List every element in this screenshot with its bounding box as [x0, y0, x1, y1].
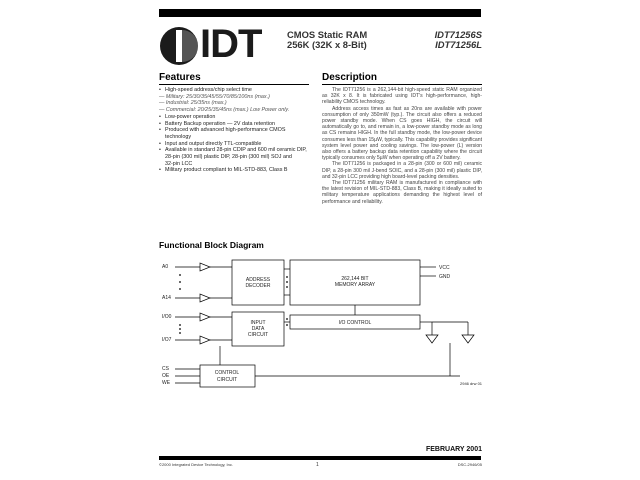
- description-title: Description: [322, 72, 378, 83]
- features-rule: [159, 84, 309, 85]
- page-number: 1: [316, 462, 319, 468]
- description-paragraph: The IDT71256 military RAM is manufactured in compliance with the latest revision of MIL-STD-883, Class B, making it ideally suited to military temperature applications demanding the highest level of performance and reliability.: [322, 180, 482, 205]
- label-control-1: CONTROL: [214, 370, 240, 376]
- label-cs: CS: [162, 366, 169, 372]
- copyright: ©2000 Integrated Device Technology, Inc.: [159, 462, 233, 467]
- description-rule: [322, 84, 482, 85]
- label-array-1: 262,144 BIT: [341, 276, 369, 282]
- feature-item: 28-pin (300 mil) plastic DIP, 28-pin (300 mil) SOJ and: [165, 154, 292, 161]
- description-paragraph: The IDT71256 is a 262,144-bit high-speed static RAM organized as 32K x 8. It is fabricated using IDT's high-performance, high-reliability CMOS technology.: [322, 87, 482, 106]
- bullet-icon: •: [159, 140, 161, 147]
- description-body: [322, 87, 482, 205]
- feature-item: — Commercial: 20/25/35/45ns (max.) Low Power only.: [159, 107, 290, 114]
- footer-date: FEBRUARY 2001: [425, 446, 482, 453]
- label-input-3: CIRCUIT: [247, 332, 269, 338]
- bullet-icon: •: [159, 113, 161, 120]
- label-drw: 2946 drw 01: [460, 381, 483, 386]
- feature-item: 32-pin LCC: [165, 160, 193, 167]
- feature-item: — Industrial: 25/35ns (max.): [159, 100, 227, 107]
- feature-item: — Military: 25/30/35/45/55/70/85/100ns (max.): [159, 93, 270, 100]
- description-paragraph: Address access times as fast as 20ns are available with power consumption of only 350mW (typ.). The circuit also offers a reduced power standby mode. When CS goes HIGH, the circuit will automatically go to, and remain in, a low-power standby mode as long as CS remains HIGH. In the full standby mode, the low-power device consumes less than 15µW, typically. This capability provides significant system level power and cooling savings. The low-power (L) version also offers a battery backup data retention capability where the circuit typically consumes only 5µW when operating off a 2V battery.: [322, 105, 482, 162]
- label-io-control: I/O CONTROL: [338, 320, 372, 326]
- brand-name: IDT: [200, 22, 262, 66]
- label-array-2: MEMORY ARRAY: [334, 282, 376, 288]
- feature-item: • Available in standard 28-pin CDIP and 600 mil ceramic DIP,: [159, 147, 307, 154]
- label-io0: I/O0: [162, 314, 172, 320]
- footer-bar: [159, 456, 481, 460]
- doc-number: DSC-2946/05: [457, 462, 482, 467]
- label-a0: A0: [162, 264, 169, 270]
- header-bar: [159, 9, 481, 17]
- label-io7: I/O7: [162, 337, 172, 343]
- part-number-2: IDT71256L: [435, 39, 482, 50]
- part-number-1: IDT71256S: [434, 29, 482, 40]
- label-oe: OE: [162, 373, 170, 379]
- features-title: Features: [159, 72, 201, 83]
- label-vcc: VCC: [439, 265, 450, 271]
- label-we: WE: [162, 380, 171, 386]
- fbd-title: Functional Block Diagram: [159, 240, 264, 250]
- feature-item: • Produced with advanced high-performance CMOS: [159, 127, 286, 134]
- feature-item: • Battery Backup operation — 2V data retention: [159, 120, 275, 127]
- bullet-icon: •: [159, 120, 161, 127]
- feature-item: technology: [165, 133, 192, 140]
- feature-item: • High-speed address/chip select time: [159, 87, 252, 93]
- bullet-icon: •: [159, 147, 161, 154]
- label-input-2: DATA: [251, 326, 265, 332]
- bullet-icon: •: [159, 127, 161, 134]
- description-paragraph: The IDT71256 is packaged in a 28-pin (300 or 600 mil) ceramic DIP, a 28-pin 300 mil J-bend SOIC, and a 28-pin (300 mil) plastic DIP, and 32-pin LCC providing high board-level packing densities.: [322, 161, 482, 180]
- features-list: [159, 87, 315, 174]
- bullet-icon: •: [159, 167, 161, 174]
- functional-block-diagram: [160, 255, 490, 395]
- label-a14: A14: [162, 295, 171, 301]
- feature-item: • Low-power operation: [159, 113, 216, 120]
- doc-title-line2: 256K (32K x 8-Bit): [287, 39, 367, 50]
- label-gnd: GND: [439, 274, 451, 280]
- bullet-icon: •: [159, 87, 161, 93]
- doc-title-line1: CMOS Static RAM: [287, 29, 368, 40]
- label-control-2: CIRCUIT: [216, 377, 238, 383]
- feature-item: • Input and output directly TTL-compatible: [159, 140, 262, 147]
- label-decoder-2: DECODER: [245, 283, 271, 289]
- feature-item: • Military product compliant to MIL-STD-883, Class B: [159, 167, 288, 174]
- label-decoder-1: ADDRESS: [245, 277, 271, 283]
- label-input-1: INPUT: [250, 320, 266, 326]
